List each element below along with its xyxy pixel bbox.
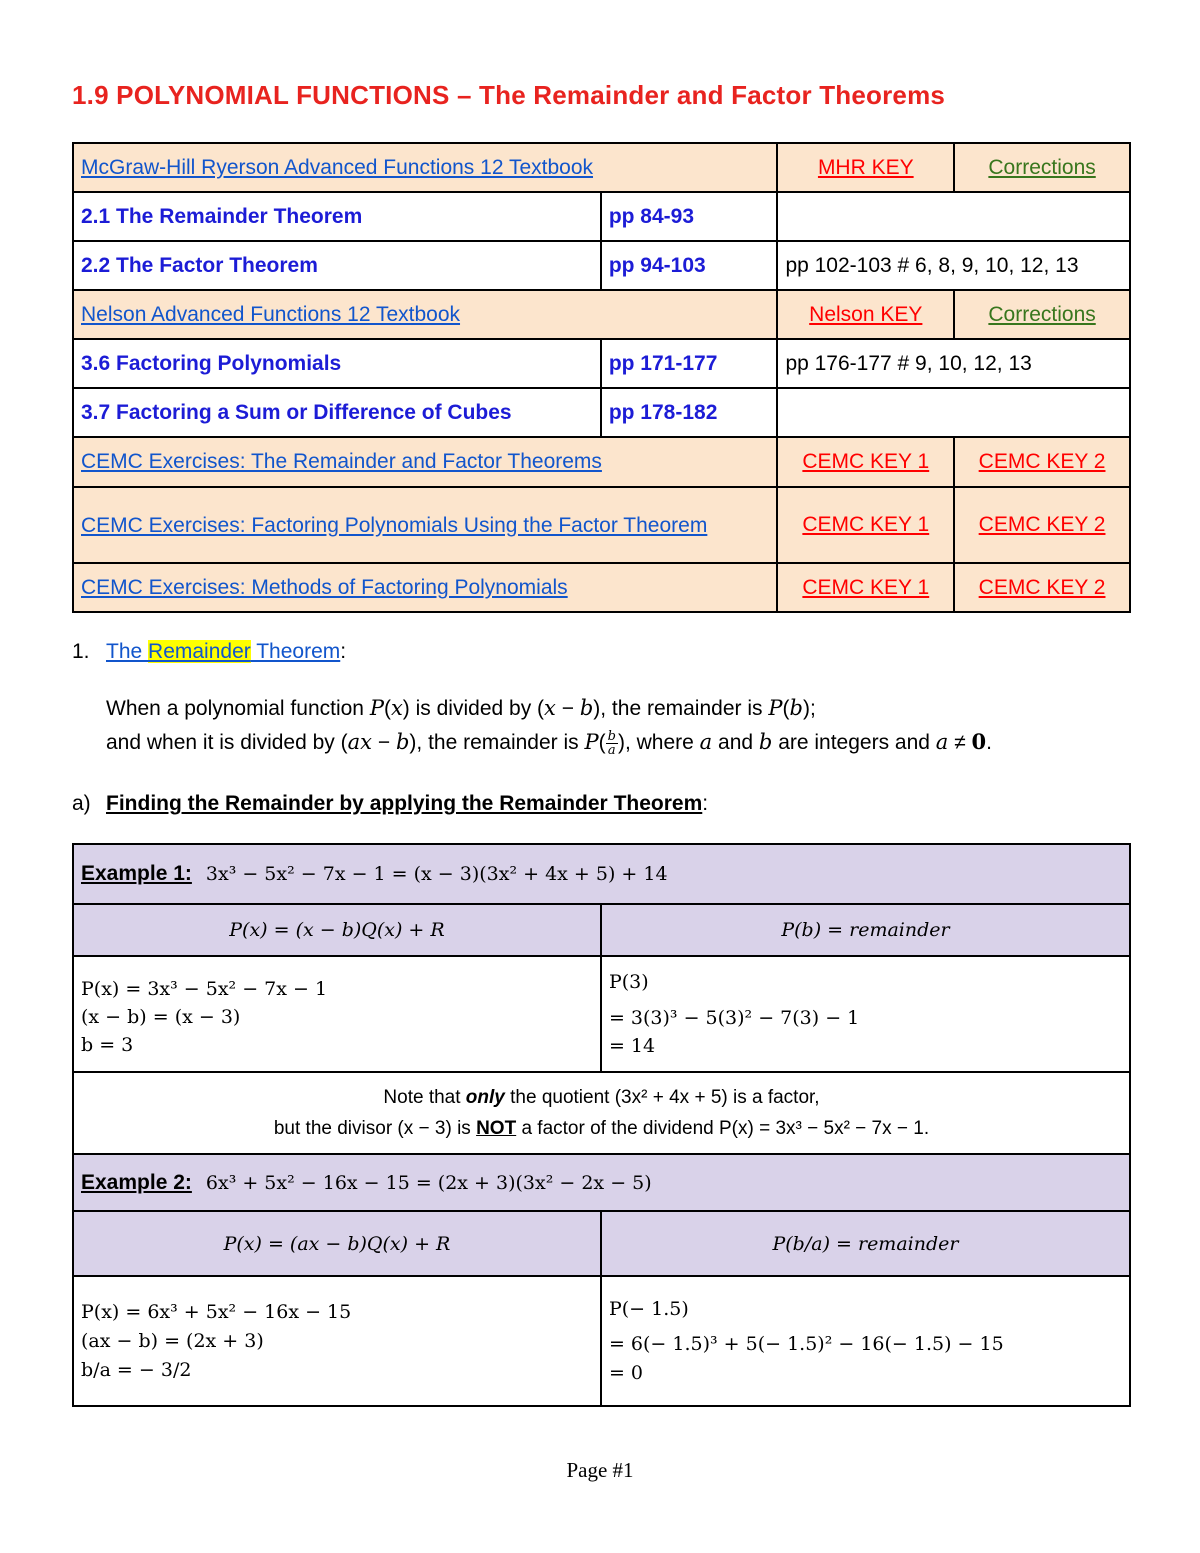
- cemc-1-key1-link[interactable]: CEMC KEY 1: [777, 437, 954, 487]
- pages-2-1: pp 84-93: [601, 192, 778, 241]
- note-line-1: Note that only the quotient (3x² + 4x + 5) is a factor,: [383, 1087, 820, 1108]
- example-2-left-head: P(x) = (ax − b)Q(x) + R: [73, 1211, 601, 1276]
- mhr-corrections-link[interactable]: Corrections: [954, 143, 1130, 192]
- pages-2-2: pp 94-103: [601, 241, 778, 290]
- example-1-equation: 3x³ − 5x² − 7x − 1 = (x − 3)(3x² + 4x + 5) + 14: [205, 863, 668, 885]
- nelson-textbook-link[interactable]: Nelson Advanced Functions 12 Textbook: [73, 290, 777, 339]
- remainder-theorem-link[interactable]: The Remainder Theorem: [106, 640, 341, 663]
- ex2-left-line-3: b/a = − 3/2: [81, 1358, 192, 1381]
- homework-2-2: pp 102-103 # 6, 8, 9, 10, 12, 13: [777, 241, 1130, 290]
- cemc-3-key2-link[interactable]: CEMC KEY 2: [954, 563, 1130, 612]
- example-2-left-work: [73, 1276, 601, 1406]
- nelson-key-link[interactable]: Nelson KEY: [777, 290, 954, 339]
- mhr-key-link[interactable]: MHR KEY: [777, 143, 954, 192]
- homework-3-7: [777, 388, 1130, 437]
- pages-3-7: pp 178-182: [601, 388, 778, 437]
- ex1-left-line-2: (x − b) = (x − 3): [81, 1006, 241, 1028]
- example-1-right-work: [601, 956, 1130, 1072]
- example-1-left-head: P(x) = (x − b)Q(x) + R: [73, 904, 601, 956]
- cemc-3-key1-link[interactable]: CEMC KEY 1: [777, 563, 954, 612]
- ex1-left-line-3: b = 3: [81, 1034, 134, 1056]
- resources-table: [72, 142, 1131, 613]
- example-2-label: Example 2:: [81, 1170, 192, 1194]
- section-2-2: 2.2 The Factor Theorem: [73, 241, 601, 290]
- cemc-remainder-factor-link[interactable]: CEMC Exercises: The Remainder and Factor Theorems: [73, 437, 777, 487]
- ex1-right-line-1: P(3): [608, 971, 649, 993]
- page-title: 1.9 POLYNOMIAL FUNCTIONS – The Remainder and Factor Theorems: [72, 80, 946, 110]
- theorem-statement-line-2: and when it is divided by (ax − b), the remainder is P( $\frac{b}{a}$ ), where a and b are integers and a ≠ 0.: [106, 728, 992, 758]
- cemc-methods-factoring-link[interactable]: CEMC Exercises: Methods of Factoring Polynomials: [73, 563, 777, 612]
- examples-table: [72, 843, 1131, 1407]
- section-2-1: 2.1 The Remainder Theorem: [73, 192, 601, 241]
- example-2-right-work: [601, 1276, 1130, 1406]
- pages-3-6: pp 171-177: [601, 339, 778, 388]
- example-1-right-head: P(b) = remainder: [601, 904, 1130, 956]
- homework-3-6: pp 176-177 # 9, 10, 12, 13: [777, 339, 1130, 388]
- cemc-factoring-factor-theorem-link[interactable]: CEMC Exercises: Factoring Polynomials Using the Factor Theorem: [73, 487, 777, 563]
- example-2-right-head: P(b/a) = remainder: [601, 1211, 1130, 1276]
- homework-2-1: [777, 192, 1130, 241]
- ex2-right-line-1: P(− 1.5): [608, 1297, 689, 1320]
- cemc-1-key2-link[interactable]: CEMC KEY 2: [954, 437, 1130, 487]
- example-1-left-work: [73, 956, 601, 1072]
- cemc-2-key2-link[interactable]: CEMC KEY 2: [954, 487, 1130, 563]
- mhr-textbook-link[interactable]: McGraw-Hill Ryerson Advanced Functions 12 Textbook: [73, 143, 777, 192]
- example-2-equation: 6x³ + 5x² − 16x − 15 = (2x + 3)(3x² − 2x − 5): [205, 1171, 652, 1194]
- cemc-2-key1-link[interactable]: CEMC KEY 1: [777, 487, 954, 563]
- ex1-left-line-1: P(x) = 3x³ − 5x² − 7x − 1: [81, 978, 328, 1000]
- nelson-corrections-link[interactable]: Corrections: [954, 290, 1130, 339]
- theorem-statement-line-1: When a polynomial function P(x) is divided by (x − b), the remainder is P(b);: [106, 696, 816, 720]
- ex2-right-line-2: = 6(− 1.5)³ + 5(− 1.5)² − 16(− 1.5) − 15: [608, 1332, 1004, 1355]
- part-a-heading: a) Finding the Remainder by applying the Remainder Theorem:: [72, 792, 709, 815]
- ex2-left-line-2: (ax − b) = (2x + 3): [81, 1329, 264, 1352]
- ex2-left-line-1: P(x) = 6x³ + 5x² − 16x − 15: [81, 1300, 352, 1323]
- ex2-right-line-3: = 0: [608, 1361, 644, 1384]
- example-1-equation-row: [73, 844, 1130, 904]
- example-2-equation-row: [73, 1154, 1130, 1211]
- example-1-note: [73, 1072, 1130, 1154]
- section-3-6: 3.6 Factoring Polynomials: [73, 339, 601, 388]
- example-1-label: Example 1:: [81, 862, 192, 885]
- note-line-2: but the divisor (x − 3) is NOT a factor of the dividend P(x) = 3x³ − 5x² − 7x − 1.: [273, 1118, 930, 1139]
- ex1-right-line-2: = 3(3)³ − 5(3)² − 7(3) − 1: [608, 1007, 860, 1029]
- section-3-7: 3.7 Factoring a Sum or Difference of Cubes: [73, 388, 601, 437]
- section-1-heading: 1. The Remainder Theorem:: [72, 640, 347, 663]
- ex1-right-line-3: = 14: [608, 1035, 656, 1057]
- page-footer: Page #1: [566, 1458, 634, 1482]
